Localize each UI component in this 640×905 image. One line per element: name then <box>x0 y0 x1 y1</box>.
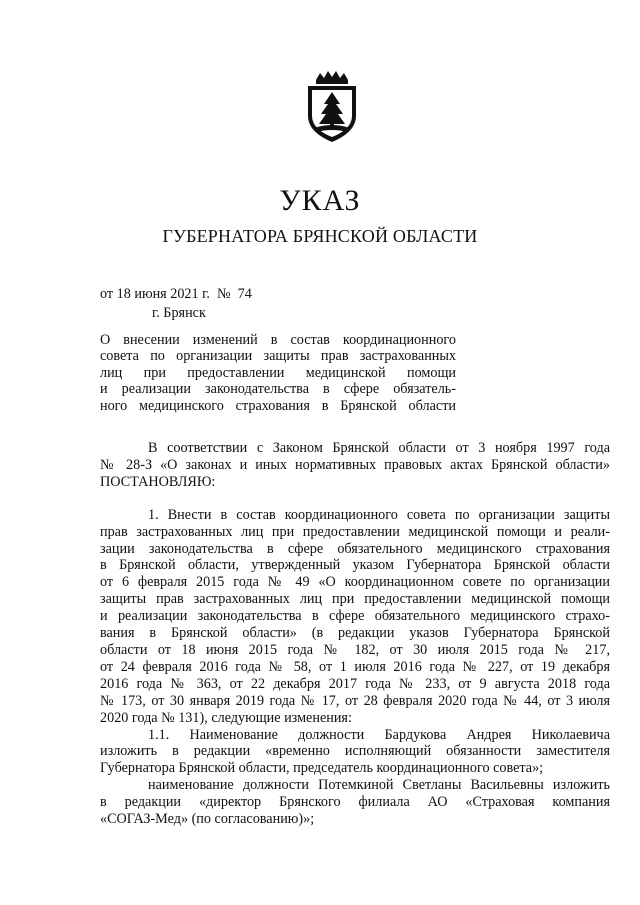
document-title: УКАЗ <box>279 184 361 217</box>
body-line: Губернатора Брянской области, председатель координационного совета»; <box>100 760 544 777</box>
decree-subject <box>100 332 456 414</box>
subject-line: О внесении изменений в состав координационного <box>100 332 456 348</box>
body-line: и реализации законодательства в сфере обязательного медицинского страхо- <box>100 608 610 625</box>
subject-line: и реализации законодательства в сфере обязатель- <box>100 381 456 398</box>
subject-line: лиц при предоставлении медицинской помощи <box>100 364 456 381</box>
subject-line: ного медицинского страхования в Брянской области <box>100 397 456 414</box>
body-line: № 173, от 30 января 2019 года № 17, от 28 февраля 2020 года № 44, от 3 июля <box>100 692 610 709</box>
body-line: 2016 года № 363, от 22 декабря 2017 года № 233, от 9 августа 2018 года <box>100 675 610 692</box>
resolve-word: ПОСТАНОВЛЯЮ: <box>100 473 216 490</box>
body-line: вания в Брянской области» (в редакции указов Губернатора Брянской <box>100 625 610 642</box>
body-line: «СОГАЗ-Мед» (по согласованию)»; <box>100 811 315 828</box>
body-line: прав застрахованных лиц при предоставлении медицинской помощи и реали- <box>100 523 610 540</box>
bryansk-coat-of-arms-icon <box>302 70 362 144</box>
body-line: 2020 года № 131), следующие изменения: <box>100 709 352 726</box>
body-line: 1.1. Наименование должности Бардукова Андрея Николаевича <box>148 726 610 743</box>
body-line: от 6 февраля 2015 года № 49 «О координационном совете по организации <box>100 574 610 591</box>
body-line: области от 18 июня 2015 года № 182, от 30 июля 2015 года № 217, <box>100 641 610 658</box>
subject-line: совета по организации защиты прав застрахованных <box>100 348 456 365</box>
body-line: от 24 февраля 2016 года № 58, от 1 июля 2016 года № 227, от 19 декабря <box>100 658 610 675</box>
body-line: № 28-З «О законах и иных нормативных правовых актах Брянской области» <box>100 456 610 473</box>
body-line: 1. Внести в состав координационного совета по организации защиты <box>148 506 610 523</box>
decree-body <box>100 440 610 828</box>
date-and-number: от 18 июня 2021 г. № 74 <box>100 286 252 302</box>
body-line: в редакции «директор Брянского филиала АО «Страховая компания <box>100 794 610 811</box>
place-of-issue: г. Брянск <box>152 305 206 321</box>
body-line: изложить в редакции «временно исполняющий обязанности заместителя <box>100 743 610 760</box>
body-line: зации законодательства в сфере обязательного медицинского страхования <box>100 540 610 557</box>
body-line: защиты прав застрахованных лиц при предоставлении медицинской помощи <box>100 591 610 608</box>
body-line: наименование должности Потемкиной Светланы Васильевны изложить <box>148 777 610 794</box>
body-line: В соответствии с Законом Брянской области от 3 ноября 1997 года <box>148 440 610 456</box>
document-subtitle: ГУБЕРНАТОРА БРЯНСКОЙ ОБЛАСТИ <box>162 226 478 246</box>
body-line: в Брянской области, утвержденный указом Губернатора Брянской области <box>100 557 610 574</box>
